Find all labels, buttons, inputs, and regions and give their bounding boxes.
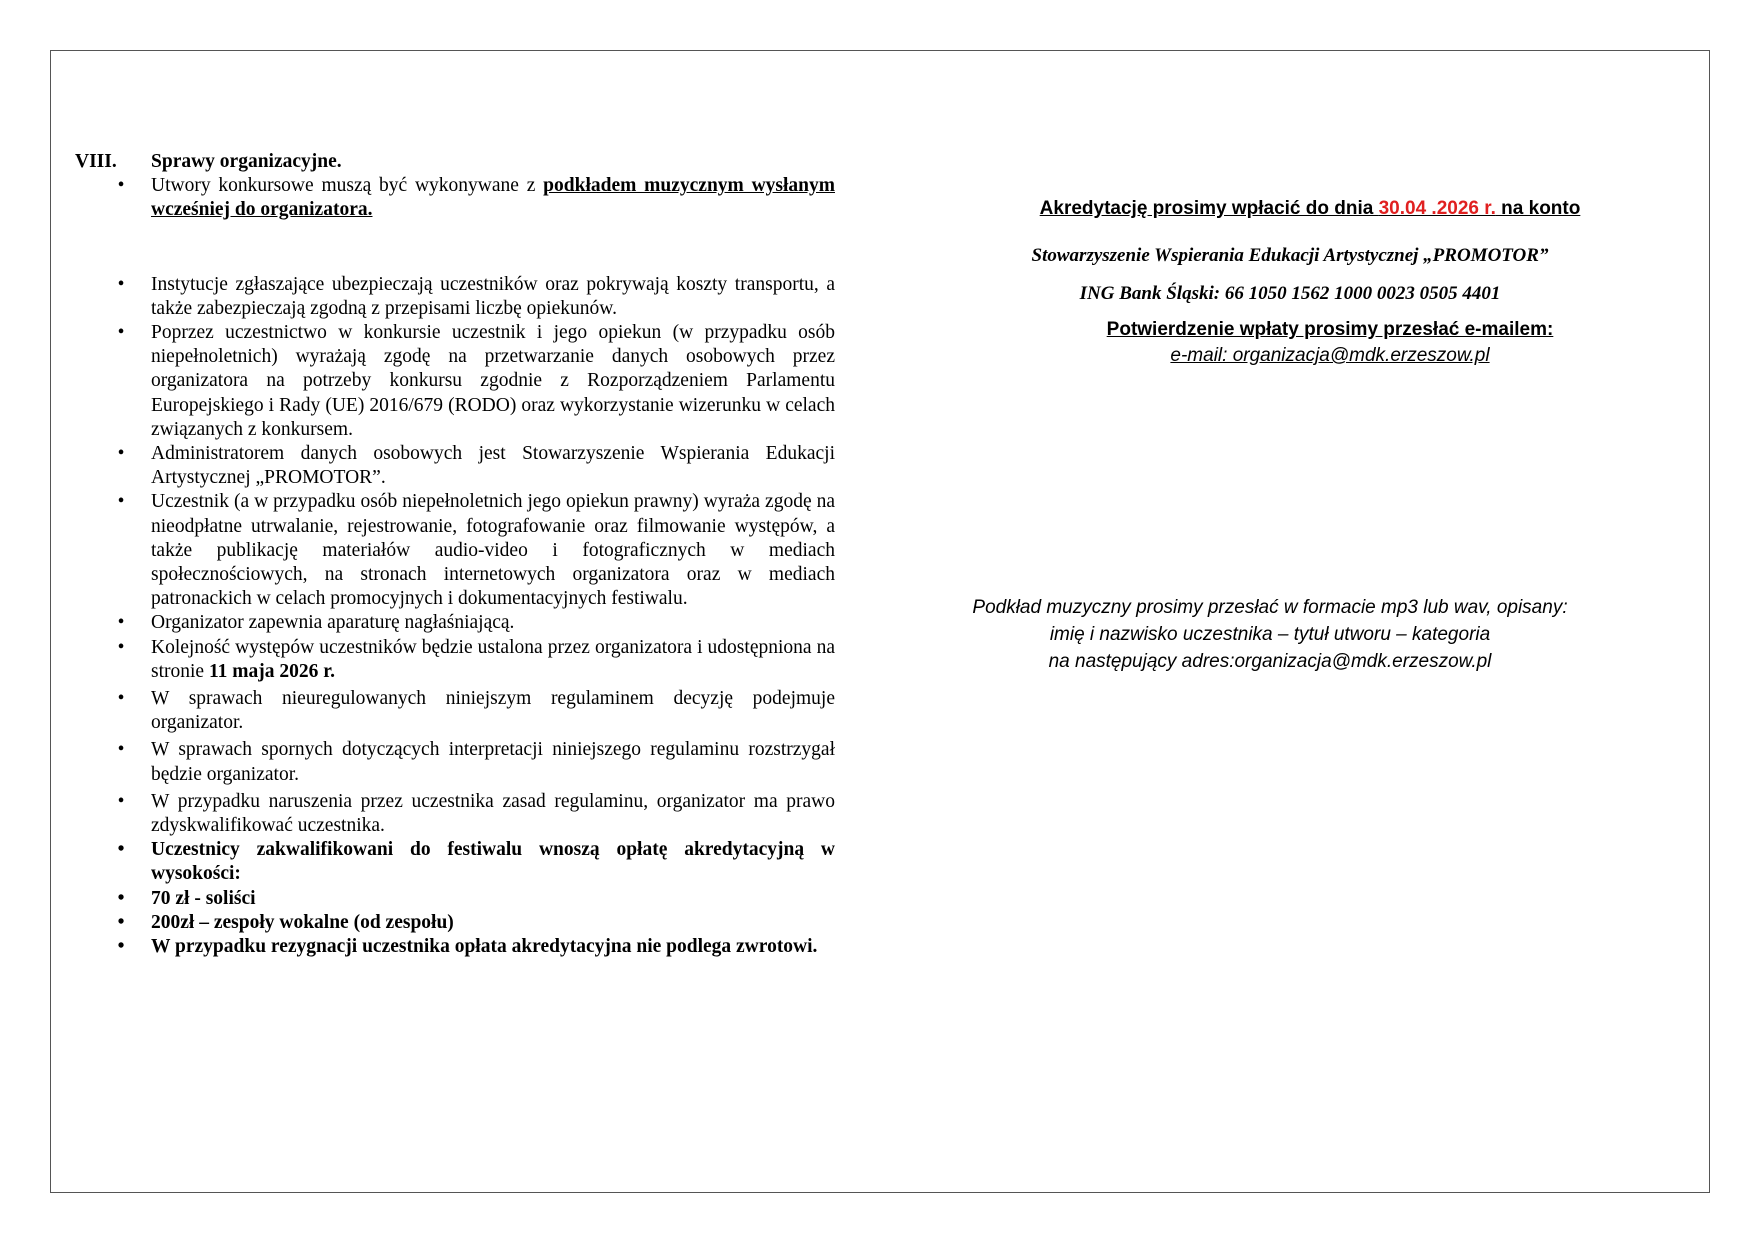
- accreditation-line: [970, 198, 1650, 220]
- list-item: [75, 738, 835, 786]
- list-item: [75, 321, 835, 442]
- item-text: Organizator zapewnia aparaturę nagłaśniającą.: [151, 612, 515, 634]
- item-text: Kolejność występów uczestników będzie ustalona przez organizatora i udostępniona na stronie: [151, 636, 835, 682]
- list-item: [75, 887, 835, 911]
- accreditation-text-end: na konto: [1495, 198, 1581, 219]
- bullet-icon: •: [117, 839, 125, 861]
- list-item: [75, 911, 835, 935]
- payment-confirmation-heading: Potwierdzenie wpłaty prosimy przesłać e-mailem:: [1106, 319, 1554, 340]
- item-text: W sprawach nieuregulowanych niniejszym regulaminem decyzję podejmuje organizator.: [151, 688, 835, 734]
- bank-account: ING Bank Śląski: 66 1050 1562 1000 0023 0505 4401: [1079, 283, 1501, 304]
- audio-line-1: Podkład muzyczny prosimy przesłać w formacie mp3 lub wav, opisany:: [972, 597, 1568, 618]
- list-item: [75, 935, 835, 959]
- section-heading: [75, 150, 835, 174]
- item-text: Poprzez uczestnictwo w konkursie uczestnik i jego opiekun (w przypadku osób niepełnoletnich) wyrażają zgodę na przetwarzanie danych osobowych przez organizatora na potrzeby konkursu zgodnie z Rozporządzeniem Parlamentu Europejskiego i Rady (UE) 2016/679 (RODO) oraz wykorzystanie wizerunku w celach związanych z konkursem.: [151, 322, 835, 440]
- spacer: [75, 223, 835, 273]
- audio-instructions: [950, 594, 1590, 675]
- list-item: [75, 790, 835, 838]
- list-item: [75, 636, 835, 684]
- bullet-icon: •: [117, 739, 125, 761]
- rules-list: [75, 174, 835, 959]
- item-text: W sprawach spornych dotyczących interpretacji niniejszego regulaminu rozstrzygał będzie organizator.: [151, 739, 835, 785]
- item-text: W przypadku naruszenia przez uczestnika zasad regulaminu, organizator ma prawo zdyskwalifikować uczestnika.: [151, 790, 835, 837]
- list-item: [75, 273, 835, 321]
- list-item: [75, 611, 835, 635]
- item-text: Instytucje zgłaszające ubezpieczają uczestników oraz pokrywają koszty transportu, a także zabezpieczają zgodną z przepisami liczbę opiekunów.: [151, 273, 835, 319]
- item-text: Administratorem danych osobowych jest Stowarzyszenie Wspierania Edukacji Artystycznej „PROMOTOR”.: [151, 443, 835, 489]
- organization-name: Stowarzyszenie Wspierania Edukacji Artystycznej „PROMOTOR”: [1031, 245, 1549, 266]
- bullet-icon: •: [117, 636, 125, 658]
- item-text: Utwory konkursowe muszą być wykonywane z: [151, 175, 544, 197]
- bullet-icon: •: [117, 322, 125, 344]
- section-title: Sprawy organizacyjne.: [151, 151, 342, 172]
- item-text-bold: podkładem muzycznym wysłanym wcześniej do organizatora.: [151, 175, 835, 221]
- item-text: W przypadku rezygnacji uczestnika opłata akredytacyjna nie podlega zwrotowi.: [151, 936, 818, 958]
- bullet-icon: •: [117, 936, 125, 958]
- list-item: [75, 687, 835, 735]
- bullet-icon: •: [117, 688, 125, 710]
- list-item: [75, 442, 835, 490]
- bullet-icon: •: [117, 887, 125, 909]
- right-column: [930, 198, 1650, 367]
- list-item: [75, 174, 835, 222]
- bullet-icon: •: [117, 790, 125, 812]
- email-address-link[interactable]: e-mail: organizacja@mdk.erzeszow.pl: [1170, 345, 1490, 366]
- bullet-icon: •: [117, 911, 125, 933]
- item-text: Uczestnik (a w przypadku osób niepełnoletnich jego opiekun prawny) wyraża zgodę na nieodpłatne utrwalanie, rejestrowanie, fotografowanie oraz filmowanie występów, a także publikację materiałów audio-video i fotograficznych w mediach społecznościowych, na stronach internetowych organizatora oraz w mediach patronackich w celach promocyjnych i dokumentacyjnych festiwalu.: [151, 491, 835, 610]
- bullet-icon: •: [117, 612, 125, 634]
- list-item: [75, 838, 835, 886]
- bullet-icon: •: [117, 443, 125, 465]
- bullet-icon: •: [117, 491, 125, 513]
- bullet-icon: •: [117, 175, 125, 197]
- item-text: Uczestnicy zakwalifikowani do festiwalu wnoszą opłatę akredytacyjną w wysokości:: [151, 839, 835, 885]
- item-text-bold: 11 maja 2026 r.: [208, 660, 335, 682]
- audio-line-3: na następujący adres:organizacja@mdk.erzeszow.pl: [1048, 651, 1492, 672]
- item-text: 70 zł - soliści: [151, 887, 256, 909]
- section-number: VIII.: [75, 151, 117, 172]
- list-item: [75, 490, 835, 611]
- accreditation-date: 30.04 .2026 r.: [1378, 198, 1496, 219]
- left-column: [75, 150, 835, 959]
- audio-line-2: imię i nazwisko uczestnika – tytuł utworu – kategoria: [1049, 624, 1491, 645]
- bullet-icon: •: [117, 273, 125, 295]
- item-text: 200zł – zespoły wokalne (od zespołu): [151, 911, 454, 933]
- accreditation-text: Akredytację prosimy wpłacić do dnia: [1039, 198, 1379, 219]
